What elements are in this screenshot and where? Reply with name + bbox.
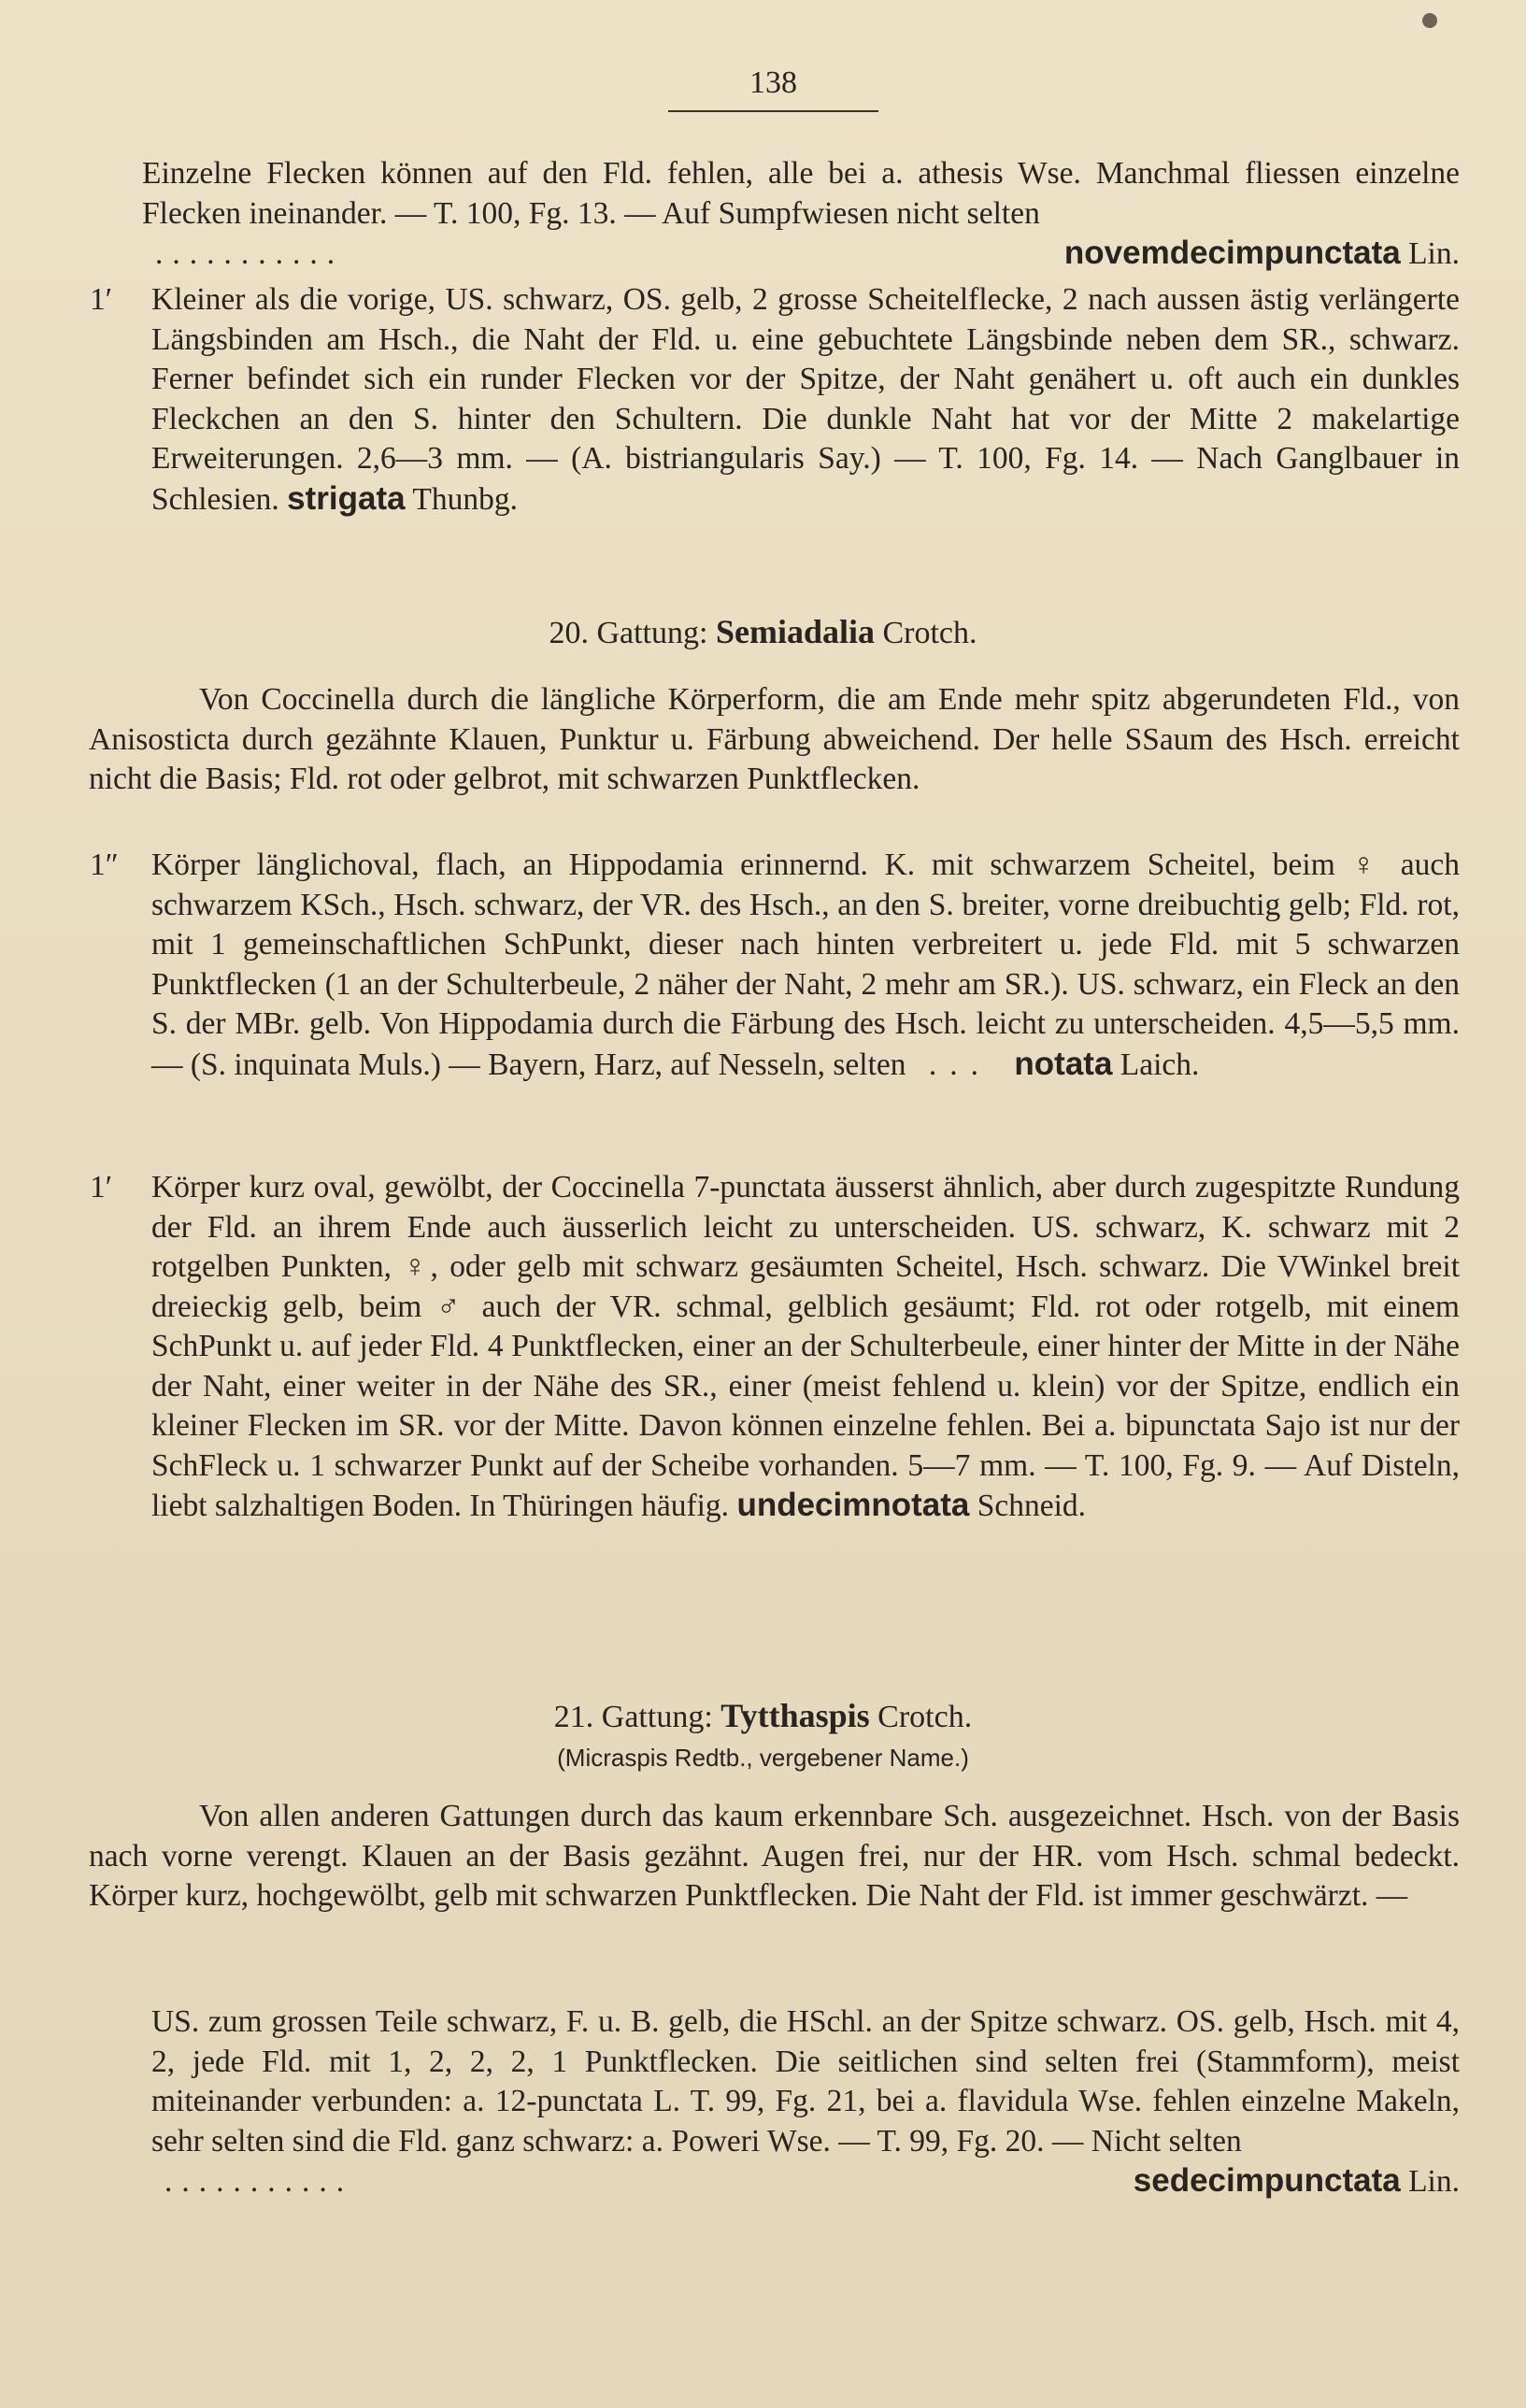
key-marker: 1″ bbox=[90, 848, 119, 882]
entry-text: Einzelne Flecken können auf den Fld. fehlen, alle bei a. athesis Wse. Manchmal fliessen einzelne Flecken ineinander. — T. 100, Fg. 13. — Auf Sumpfwiesen nicht selten bbox=[142, 156, 1460, 231]
species-author: Laich. bbox=[1120, 1047, 1200, 1082]
leader-dots: ........... bbox=[155, 236, 345, 271]
key-entry-notata bbox=[90, 846, 1460, 1085]
key-entry-strigata bbox=[90, 280, 1460, 520]
species-line bbox=[142, 234, 1460, 275]
genus-name: Semiadalia bbox=[715, 613, 875, 650]
species-line bbox=[151, 2161, 1460, 2202]
species-name: notata bbox=[1014, 1045, 1113, 1082]
species-author: Lin. bbox=[1408, 236, 1460, 271]
leader-dots: ........... bbox=[164, 2164, 354, 2199]
genus-description-20: Von Coccinella durch die längliche Körperform, die am Ende mehr spitz abgerundeten Fld., von Anisosticta durch gezähnte Klauen, Punktur u. Färbung abweichend. Der helle SSaum des Hsch. erreicht nicht die Basis; Fld. rot oder gelbrot, mit schwarzen Punktflecken. bbox=[89, 682, 1460, 796]
species-name: novemdecimpunctata bbox=[1063, 235, 1401, 271]
heading-prefix: 20. Gattung: bbox=[549, 616, 708, 650]
page-number: 138 bbox=[668, 65, 878, 112]
genus-synonym-note: (Micraspis Redtb., vergebener Name.) bbox=[557, 1744, 969, 1772]
genus-heading-20 bbox=[0, 612, 1526, 651]
leader-dots: ... bbox=[928, 1047, 992, 1082]
species-name: sedecimpunctata bbox=[1133, 2162, 1401, 2199]
entry-text: Körper länglichoval, flach, an Hippodamia erinnernd. K. mit schwarzem Scheitel, beim ♀ auch schwarzem KSch., Hsch. schwarz, der VR. des Hsch., an den S. breiter, vorne dreibuchtig gelb; Fld. rot, mit 1 gemeinschaftlichen SchPunkt, dieser nach hinten verbreitert u. jede Fld. mit 5 schwarzen Punktflecken (1 an der Schulterbeule, 2 näher der Naht, 2 mehr am SR.). US. schwarz, ein Fleck an den S. der MBr. gelb. Von Hippodamia durch die Färbung des Hsch. leicht zu unterscheiden. 4,5—5,5 mm. — (S. inquinata Muls.) — Bayern, Harz, auf Nesseln, selten bbox=[151, 848, 1460, 1082]
genus-author: Crotch. bbox=[877, 1700, 973, 1734]
entry-text: US. zum grossen Teile schwarz, F. u. B. gelb, die HSchl. an der Spitze schwarz. OS. gelb, Hsch. mit 4, 2, jede Fld. mit 1, 2, 2, 2, 1 Punktflecken. Die seitlichen sind selten frei (Stammform), meist miteinander verbunden: a. 12-punctata L. T. 99, Fg. 21, bei a. flavidula Wse. fehlen einzelne Makeln, sehr selten sind die Fld. ganz schwarz: a. Poweri Wse. — T. 99, Fg. 20. — Nicht selten bbox=[151, 2004, 1460, 2159]
species-author: Lin. bbox=[1408, 2164, 1460, 2199]
entry-text: Kleiner als die vorige, US. schwarz, OS. gelb, 2 grosse Scheitelflecke, 2 nach aussen ästig verlängerte Längsbinden am Hsch., die Naht der Fld. u. eine gebuchtete Längsbinde neben dem SR., schwarz. Ferner befindet sich ein runder Flecken vor der Spitze, der Naht genähert u. oft auch ein dunkles Fleckchen an den S. hinter den Schultern. Die dunkle Naht hat vor der Mitte 2 makelartige Erweiterungen. 2,6—3 mm. — (A. bistriangularis Say.) — T. 100, Fg. 14. — Nach Ganglbauer in Schlesien. bbox=[151, 282, 1460, 517]
ink-spot bbox=[1422, 13, 1437, 28]
entry-text: Körper kurz oval, gewölbt, der Coccinella 7-punctata äusserst ähnlich, aber durch zugespitzte Rundung der Fld. an ihrem Ende auch äusserlich leicht zu unterscheiden. US. schwarz, K. schwarz mit 2 rotgelben Punkten, ♀, oder gelb mit schwarz gesäumten Scheitel, Hsch. schwarz. Die VWinkel breit dreieckig gelb, beim ♂ auch der VR. schmal, gelblich gesäumt; Fld. rot oder rotgelb, mit einem SchPunkt u. auf jeder Fld. 4 Punktflecken, einer an der Schulterbeule, einer hinter der Mitte in der Nähe der Naht, einer weiter in der Nähe des SR., einer (meist fehlend u. klein) vor der Spitze, endlich ein kleiner Flecken im SR. vor der Mitte. Davon können einzelne fehlen. Bei a. bipunctata Sajo ist nur der SchFleck u. 1 schwarzer Punkt auf der Scheibe vorhanden. 5—7 mm. — T. 100, Fg. 9. — Auf Disteln, liebt salzhaltigen Boden. In Thüringen häufig. bbox=[151, 1170, 1460, 1523]
key-entry-undecimnotata bbox=[90, 1168, 1460, 1527]
genus-author: Crotch. bbox=[882, 616, 977, 650]
key-marker: 1′ bbox=[90, 1170, 113, 1204]
key-marker: 1′ bbox=[90, 282, 113, 317]
entry-continuation bbox=[142, 154, 1460, 275]
species-author: Schneid. bbox=[977, 1489, 1087, 1523]
species-name: strigata bbox=[287, 479, 406, 517]
species-name: undecimnotata bbox=[736, 1487, 970, 1523]
key-entry-sedecimpunctata bbox=[151, 2002, 1460, 2202]
genus-heading-21 bbox=[0, 1696, 1526, 1735]
species-author: Thunbg. bbox=[412, 481, 518, 517]
genus-name: Tytthaspis bbox=[720, 1697, 870, 1734]
heading-prefix: 21. Gattung: bbox=[553, 1700, 713, 1734]
genus-description-21: Von allen anderen Gattungen durch das kaum erkennbare Sch. ausgezeichnet. Hsch. von der Basis nach vorne verengt. Klauen an der Basis gezähnt. Augen frei, nur der HR. vom Hsch. schmal bedeckt. Körper kurz, hochgewölbt, gelb mit schwarzen Punktflecken. Die Naht der Fld. ist immer geschwärzt. — bbox=[89, 1799, 1460, 1913]
